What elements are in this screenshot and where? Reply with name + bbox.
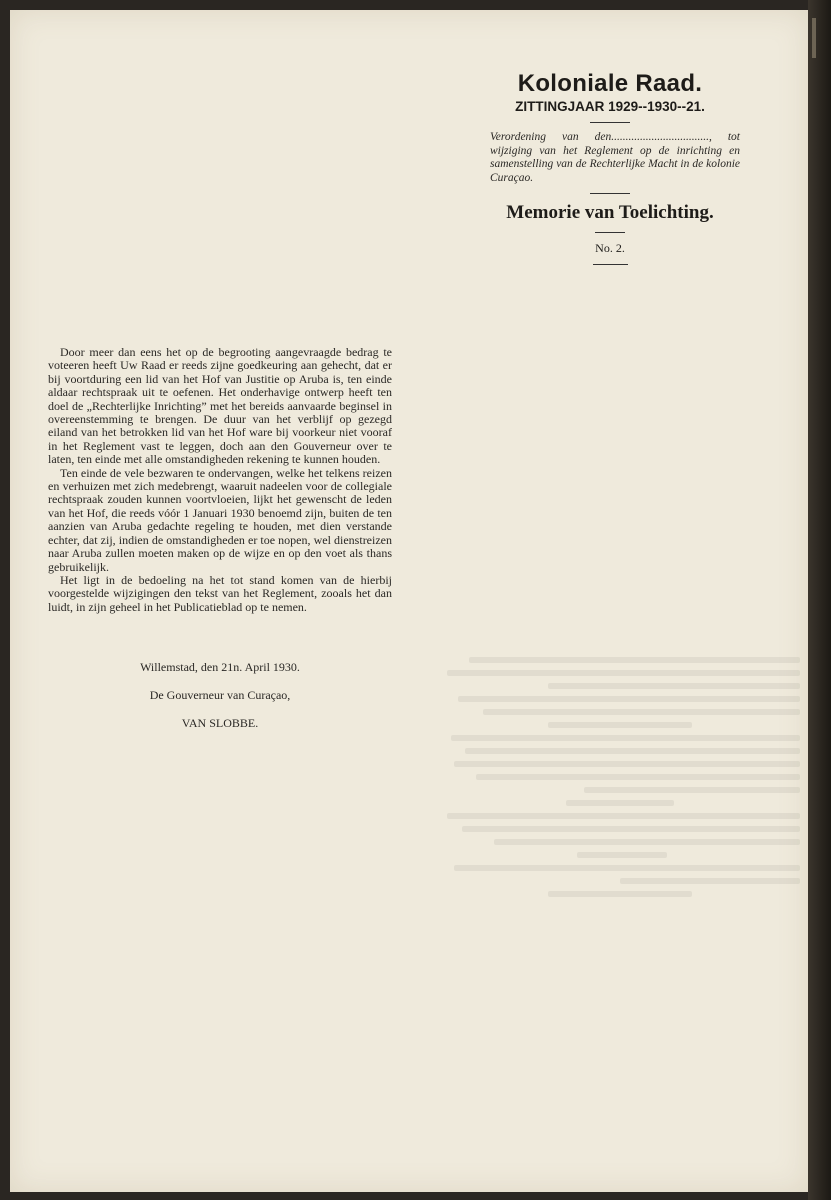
divider — [595, 232, 625, 233]
paragraph: Door meer dan eens het op de begrooting aangevraagde bedrag te voteeren heeft Uw Raad er reeds zijne goedkeuring aan gehecht, dat er bij voortduring een lid van het Hof van Justitie op Aruba is, ten einde aldaar rechtspraak uit te oefenen. Het onderhavige ontwerp heeft ten doel de „Rechterlijke Inrichting” met het bereids aanvaarde beginsel in overeenstemming te brengen. De duur van het verblijf op gezegd eiland van het betrokken lid van het Hof ware bij voorkeur niet vooraf in het Reglement vast te leggen, doch aan den Gouverneur over te laten, ten einde met alle omstandigheden rekening te kunnen houden. — [48, 345, 392, 467]
divider — [590, 122, 630, 123]
paragraph: Het ligt in de bedoeling na het tot stand komen van de hierbij voorgestelde wijzigingen den tekst van het Reglement, zooals het dan luidt, in zijn geheel in het Publicatieblad op te nemen. — [48, 572, 392, 614]
decree-description: Verordening van den.................................., tot wijziging van het Reglement op de inrichting en samenstelling van de Rechterlijke Macht in de kolonie Curaçao. — [490, 131, 740, 184]
divider — [593, 264, 628, 265]
governor-title: De Gouverneur van Curaçao, — [149, 688, 291, 702]
place-date: Willemstad, den 21n. April 1930. — [140, 660, 300, 674]
book-spine — [808, 0, 831, 1200]
document-header — [460, 70, 760, 273]
document-number: No. 2. — [595, 241, 625, 255]
closing-block — [48, 660, 392, 744]
council-title: Koloniale Raad. — [517, 70, 703, 97]
memorie-heading: Memorie van Toelichting. — [506, 202, 714, 223]
explanatory-text — [48, 346, 392, 614]
bleed-through-text — [440, 650, 800, 1100]
spine-mark — [812, 18, 816, 58]
divider — [590, 193, 630, 194]
signature: VAN SLOBBE. — [181, 716, 259, 730]
paragraph: Ten einde de vele bezwaren te ondervangen, welke het telkens reizen en verhuizen met zich medebrengt, waaruit nadeelen voor de collegiale rechtspraak zouden kunnen voortvloeien, lijkt het gewenscht de leden van het Hof, die reeds vóór 1 Januari 1930 benoemd zijn, buiten de ten aanzien van Aruba gedachte regeling te houden, met dien verstande echter, dat zij, indien de omstandigheden er toe nopen, wel dienstreizen naar Aruba zullen moeten maken op de wijze en op den voet als thans gebruikelijk. — [48, 465, 392, 574]
session-year: ZITTINGJAAR 1929--1930--21. — [515, 99, 705, 114]
